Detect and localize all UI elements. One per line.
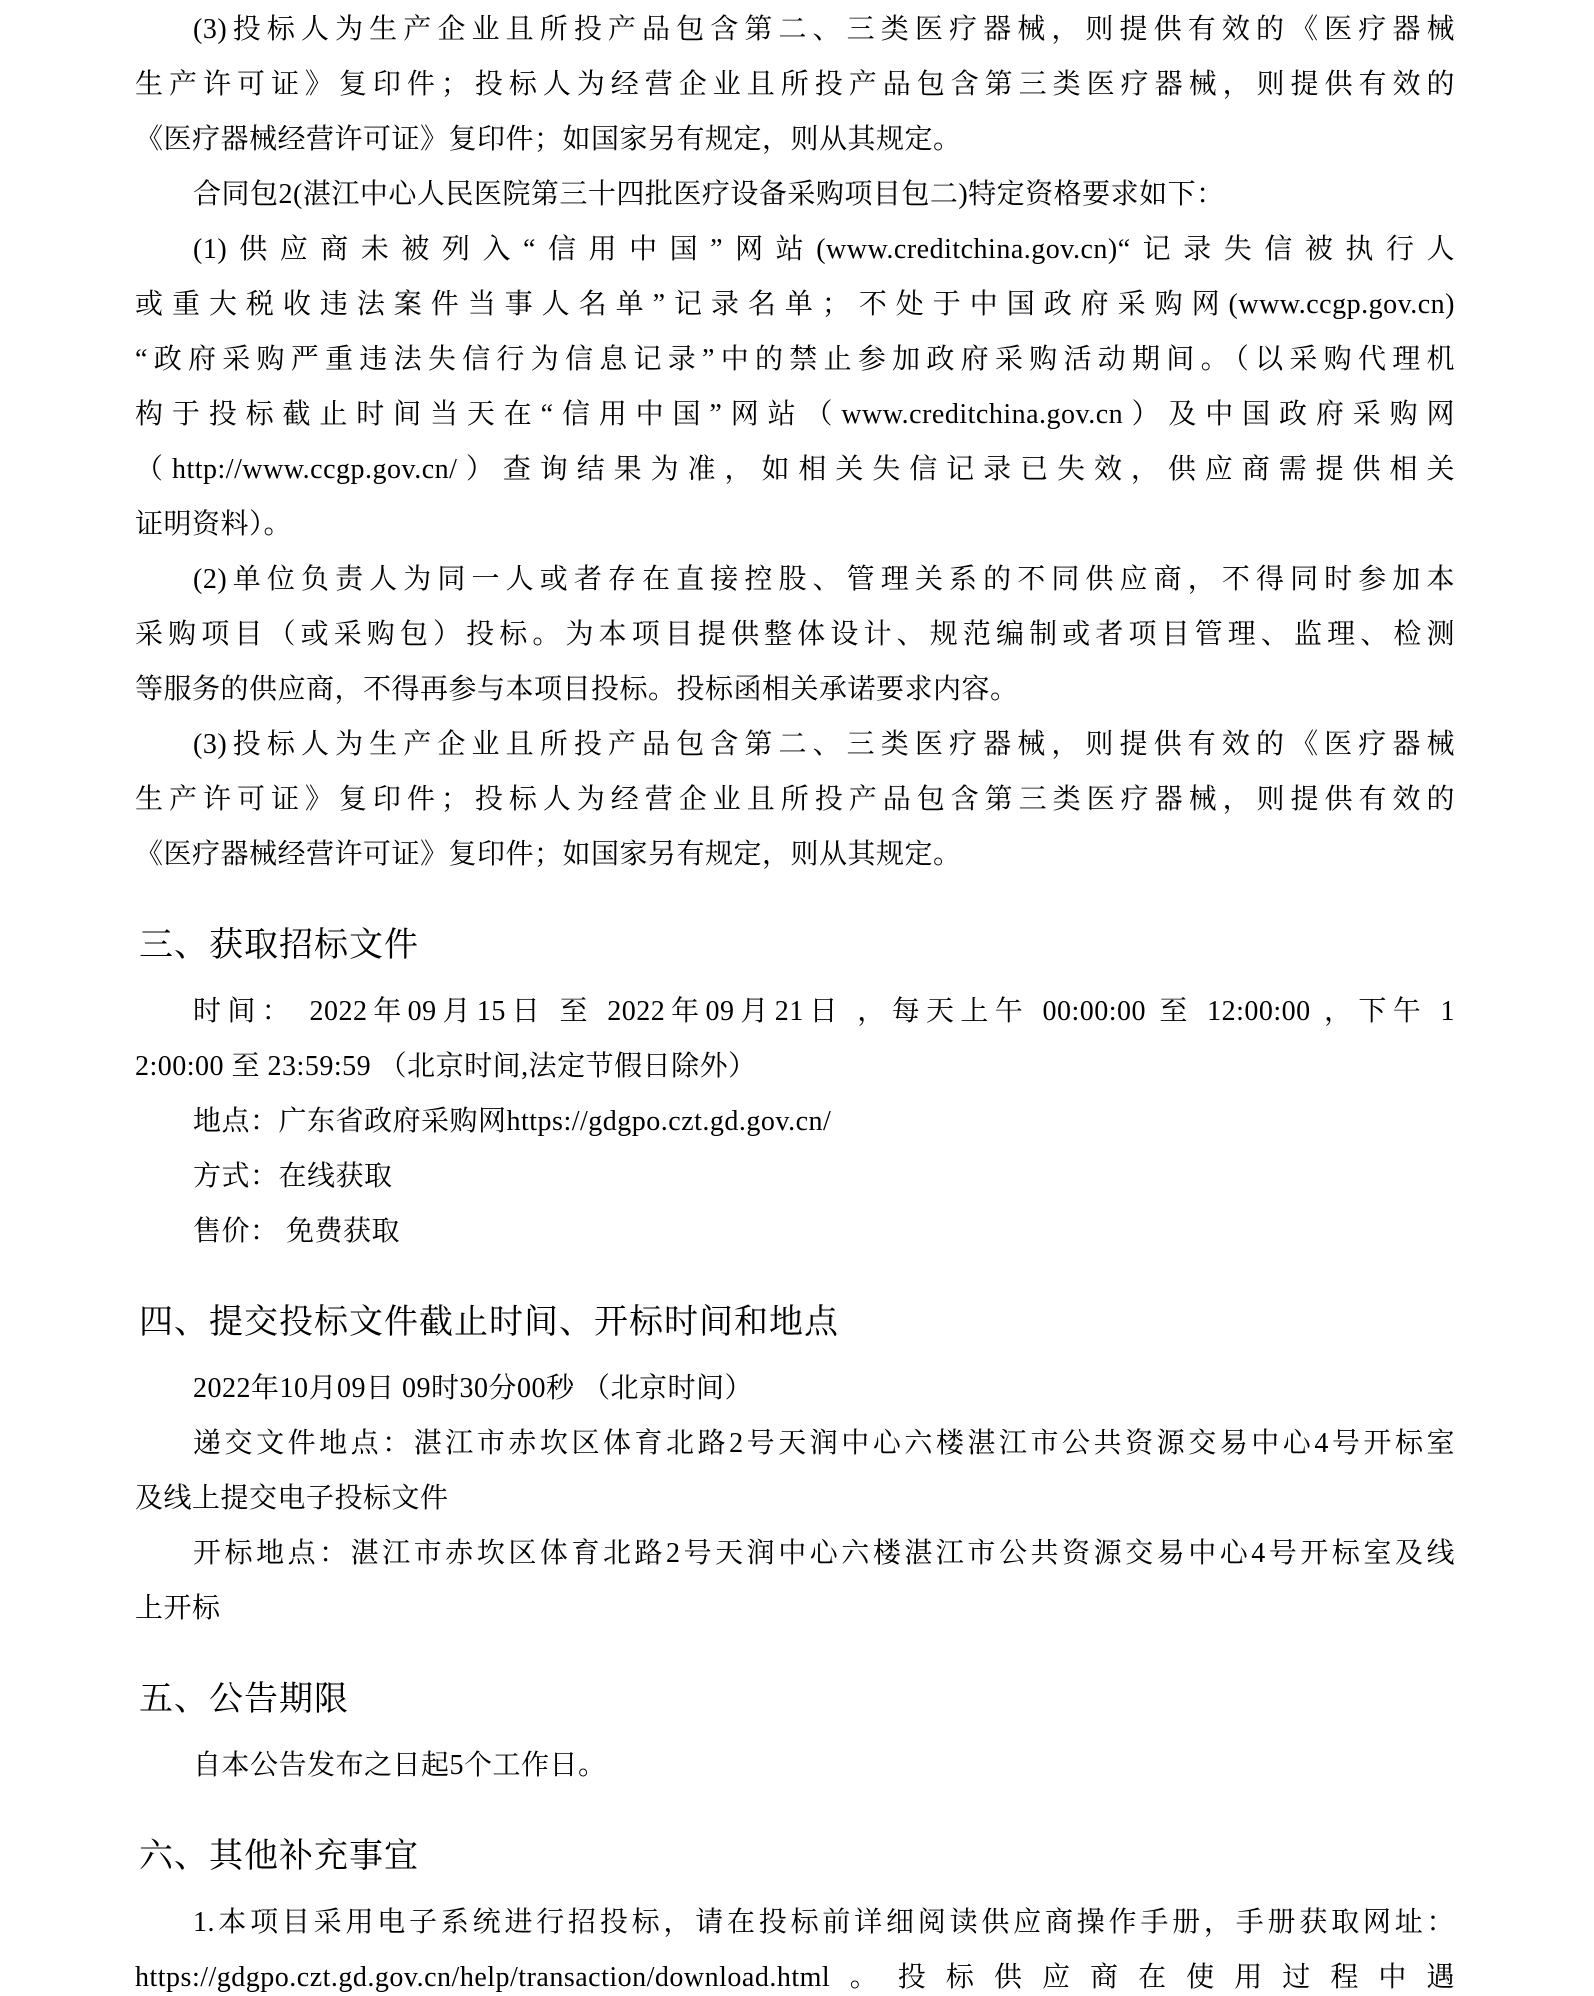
doc-line: 《医疗器械经营许可证》复印件；如国家另有规定，则从其规定。 — [135, 124, 962, 155]
doc-line-time: 2:00:00 至 23:59:59 （北京时间,法定节假日除外） — [135, 1051, 757, 1082]
doc-line: (3)投标人为生产企业且所投产品包含第二、三类医疗器械，则提供有效的《医疗器械 — [193, 729, 1455, 760]
doc-line: 《医疗器械经营许可证》复印件；如国家另有规定，则从其规定。 — [135, 839, 962, 870]
doc-line-opening-address: 开标地点：湛江市赤坎区体育北路2号天润中心六楼湛江市公共资源交易中心4号开标室及线 — [193, 1538, 1455, 1569]
doc-line: 合同包2(湛江中心人民医院第三十四批医疗设备采购项目包二)特定资格要求如下： — [193, 179, 1225, 210]
doc-line: 等服务的供应商，不得再参与本项目投标。投标函相关承诺要求内容。 — [135, 674, 1019, 705]
doc-line: （http://www.ccgp.gov.cn/）查询结果为准，如相关失信记录已失效，供应商需提供相关 — [135, 454, 1455, 485]
section-heading-other-matters: 六、其他补充事宜 — [139, 1838, 419, 1875]
doc-line: 生产许可证》复印件；投标人为经营企业且所投产品包含第三类医疗器械，则提供有效的 — [135, 784, 1455, 815]
doc-line-manual: 1.本项目采用电子系统进行招投标，请在投标前详细阅读供应商操作手册，手册获取网址： — [193, 1907, 1455, 1938]
doc-line: 或重大税收违法案件当事人名单”记录名单；不处于中国政府采购网(www.ccgp.gov.cn) — [135, 289, 1455, 320]
doc-line-period: 自本公告发布之日起5个工作日。 — [193, 1750, 607, 1781]
doc-line: (1)供应商未被列入“信用中国”网站(www.creditchina.gov.cn)“记录失信被执行人 — [193, 234, 1455, 265]
doc-line-deadline: 2022年10月09日 09时30分00秒 （北京时间） — [193, 1373, 754, 1404]
doc-line: (3)投标人为生产企业且所投产品包含第二、三类医疗器械，则提供有效的《医疗器械 — [193, 14, 1455, 45]
doc-line-time: 时间： 2022年09月15日 至 2022年09月21日 ，每天上午 00:00:00 至 12:00:00 ，下午 1 — [193, 996, 1455, 1027]
doc-line-price: 售价： 免费获取 — [193, 1216, 401, 1247]
doc-line-method: 方式：在线获取 — [193, 1161, 393, 1192]
doc-line: 构于投标截止时间当天在“信用中国”网站（www.creditchina.gov.cn）及中国政府采购网 — [135, 399, 1455, 430]
doc-line-submit-address: 及线上提交电子投标文件 — [135, 1483, 449, 1514]
doc-line: (2)单位负责人为同一人或者存在直接控股、管理关系的不同供应商，不得同时参加本 — [193, 564, 1455, 595]
section-heading-obtain-documents: 三、获取招标文件 — [139, 927, 419, 964]
doc-line-opening-address: 上开标 — [135, 1593, 221, 1624]
doc-line: 采购项目（或采购包）投标。为本项目提供整体设计、规范编制或者项目管理、监理、检测 — [135, 619, 1455, 650]
doc-line: 证明资料）。 — [135, 509, 293, 540]
doc-line: 生产许可证》复印件；投标人为经营企业且所投产品包含第三类医疗器械，则提供有效的 — [135, 69, 1455, 100]
doc-line-manual-url: https://gdgpo.czt.gd.gov.cn/help/transaction/download.html。投标供应商在使用过程中遇 — [135, 1962, 1455, 1993]
section-heading-announcement-period: 五、公告期限 — [139, 1681, 349, 1718]
doc-line-location: 地点：广东省政府采购网https://gdgpo.czt.gd.gov.cn/ — [193, 1106, 832, 1137]
doc-line-submit-address: 递交文件地点：湛江市赤坎区体育北路2号天润中心六楼湛江市公共资源交易中心4号开标室 — [193, 1428, 1455, 1459]
section-heading-submission-deadline: 四、提交投标文件截止时间、开标时间和地点 — [139, 1304, 839, 1341]
doc-line: “政府采购严重违法失信行为信息记录”中的禁止参加政府采购活动期间。（以采购代理机 — [135, 344, 1455, 375]
